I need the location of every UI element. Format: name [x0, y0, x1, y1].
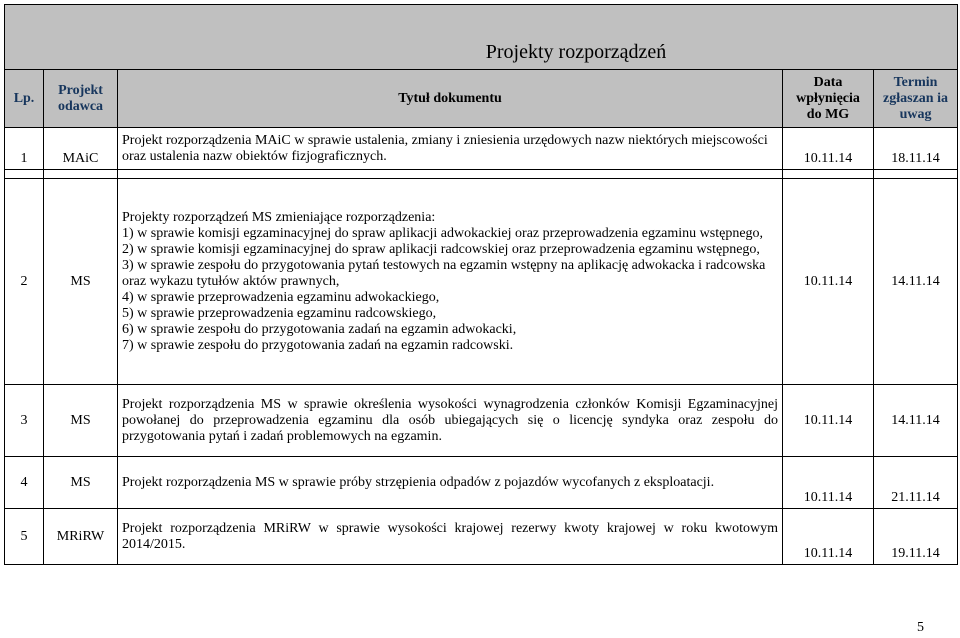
row-lp: 4	[5, 457, 44, 509]
row-title-line: Projekty rozporządzeń MS zmieniające rozporządzenia:	[122, 209, 436, 225]
row-odawca: MRiRW	[44, 509, 118, 565]
row-title-line: 5) w sprawie przeprowadzenia egzaminu radcowskiego,	[122, 305, 437, 321]
header-odawca: Projekt odawca	[44, 70, 118, 128]
row-title-line: 7) w sprawie zespołu do przygotowania zadań na egzamin radcowski.	[122, 337, 514, 353]
header-data: Data wpłynięcia do MG	[783, 70, 874, 128]
header-termin: Termin zgłaszan ia uwag	[874, 70, 958, 128]
row-lp: 3	[5, 385, 44, 457]
row-data: 10.11.14	[783, 457, 874, 509]
row-title-line: 6) w sprawie zespołu do przygotowania zadań na egzamin adwokacki,	[122, 321, 517, 337]
table-row	[5, 457, 958, 509]
row-lp: 2	[5, 179, 44, 385]
page-number: 5	[917, 620, 924, 635]
row-termin: 14.11.14	[874, 179, 958, 385]
row-odawca: MS	[44, 385, 118, 457]
page-title: Projekty rozporządzeń	[485, 41, 667, 63]
row-title-line: 3) w sprawie zespołu do przygotowania pytań testowych na egzamin wstępny na aplikację adwokacka i radcowska oraz wykazu tytułów aktów prawnych,	[122, 257, 766, 289]
row-termin: 21.11.14	[874, 457, 958, 509]
row-data: 10.11.14	[783, 128, 874, 170]
row-title	[118, 179, 783, 385]
row-data: 10.11.14	[783, 385, 874, 457]
header-tytul: Tytuł dokumentu	[118, 70, 783, 128]
row-termin: 14.11.14	[874, 385, 958, 457]
row-data: 10.11.14	[783, 509, 874, 565]
row-lp: 1	[5, 128, 44, 170]
table-row	[5, 179, 958, 385]
table-row	[5, 128, 958, 170]
header-lp: Lp.	[5, 70, 44, 128]
row-lp: 5	[5, 509, 44, 565]
row-data: 10.11.14	[783, 179, 874, 385]
title-cell	[5, 5, 958, 70]
row-title-line: 4) w sprawie przeprowadzenia egzaminu adwokackiego,	[122, 289, 440, 305]
row-title: Projekt rozporządzenia MS w sprawie określenia wysokości wynagrodzenia członków Komisji Egzaminacyjnej powołanej do przeprowadzenia egzaminu dla osób ubiegających się o licencję syndyka oraz zespołu do przygotowania pytań i zadań problemowych na egzamin.	[118, 385, 783, 457]
row-odawca: MS	[44, 457, 118, 509]
row-termin: 18.11.14	[874, 128, 958, 170]
row-title-line: 2) w sprawie komisji egzaminacyjnej do spraw aplikacji radcowskiej oraz przeprowadzenia egzaminu wstępnego,	[122, 241, 760, 257]
table-row	[5, 385, 958, 457]
row-odawca: MS	[44, 179, 118, 385]
projects-table	[4, 4, 958, 565]
row-title: Projekt rozporządzenia MS w sprawie próby strzępienia odpadów z pojazdów wycofanych z eksploatacji.	[118, 457, 783, 509]
row-title: Projekt rozporządzenia MRiRW w sprawie wysokości krajowej rezerwy kwoty krajowej w roku kwotowym 2014/2015.	[118, 509, 783, 565]
table-row	[5, 509, 958, 565]
row-odawca: MAiC	[44, 128, 118, 170]
row-title: Projekt rozporządzenia MAiC w sprawie ustalenia, zmiany i zniesienia urzędowych nazw niektórych miejscowości oraz ustalenia nazw obiektów fizjograficznych.	[118, 128, 783, 170]
row-termin: 19.11.14	[874, 509, 958, 565]
row-title-line: 1) w sprawie komisji egzaminacyjnej do spraw aplikacji adwokackiej oraz przeprowadzenia egzaminu wstępnego,	[122, 225, 764, 241]
